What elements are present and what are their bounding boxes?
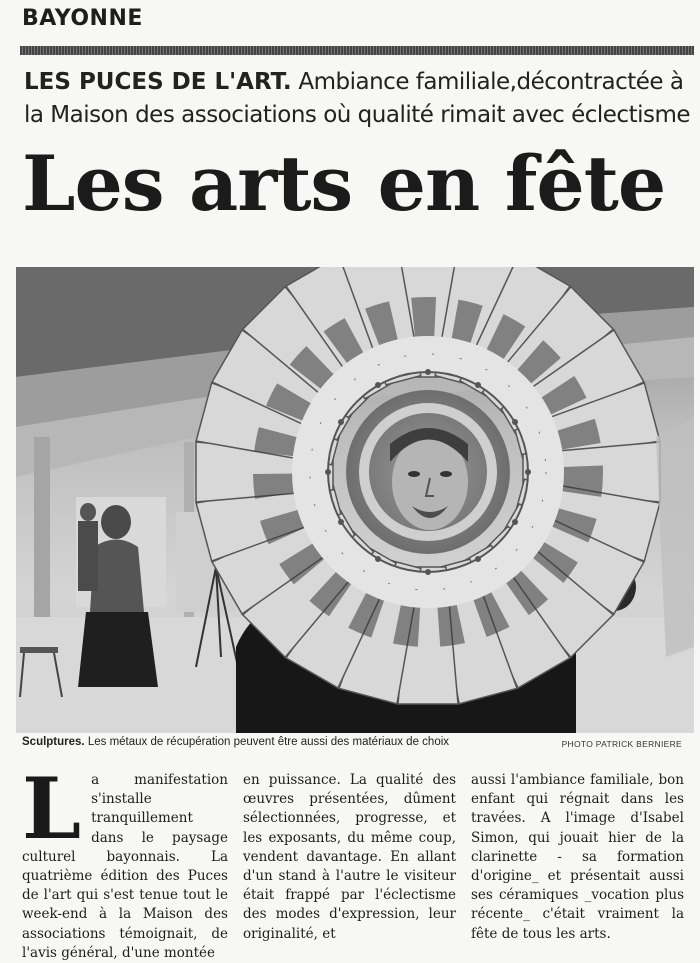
deck-kicker: LES PUCES DE L'ART.	[24, 69, 292, 95]
article-photo	[16, 267, 694, 733]
drop-cap: L	[22, 759, 82, 858]
sculpture-photo-illustration	[16, 267, 694, 733]
article-column-2: en puissance. La qualité des œuvres présentées, dûment sélectionnées, progresse, et les exposants, du même coup, vendent davantage. En allant d'un stand à l'autre le visiteur était frappé par l'éclectisme des modes d'expression, leur originalité, et	[243, 772, 456, 942]
caption-text: Les métaux de récupération peuvent être aussi des matériaux de choix	[84, 736, 450, 748]
section-label: BAYONNE	[22, 6, 143, 31]
article-column-1	[22, 759, 228, 963]
article-deck	[24, 66, 694, 132]
photo-credit: PHOTO PATRICK BERNIERE	[561, 739, 682, 749]
caption-label: Sculptures.	[22, 736, 85, 748]
column-1-text: a manifestation s'installe tranquillement dans le paysage culturel bayonnais. La quatrième édition des Puces de l'art qui s'est tenue tout le week-end à la Maison des associations témoignait, de l'avis général, d'une montée	[22, 772, 228, 961]
headline: Les arts en fête	[22, 139, 666, 228]
deck-text: Ambiance familiale,décontractée à la Maison des associations où qualité rimait avec éclectisme	[24, 69, 691, 128]
article-column-3: aussi l'ambiance familiale, bon enfant qui régnait dans les travées. A l'image d'Isabel Simon, qui jouait hier de la clarinette - sa formation d'origine_ et présentait aussi ses céramiques _vocation plus récente_ c'était vraiment la fête de tous les arts.	[471, 772, 684, 942]
section-rule	[20, 46, 694, 55]
